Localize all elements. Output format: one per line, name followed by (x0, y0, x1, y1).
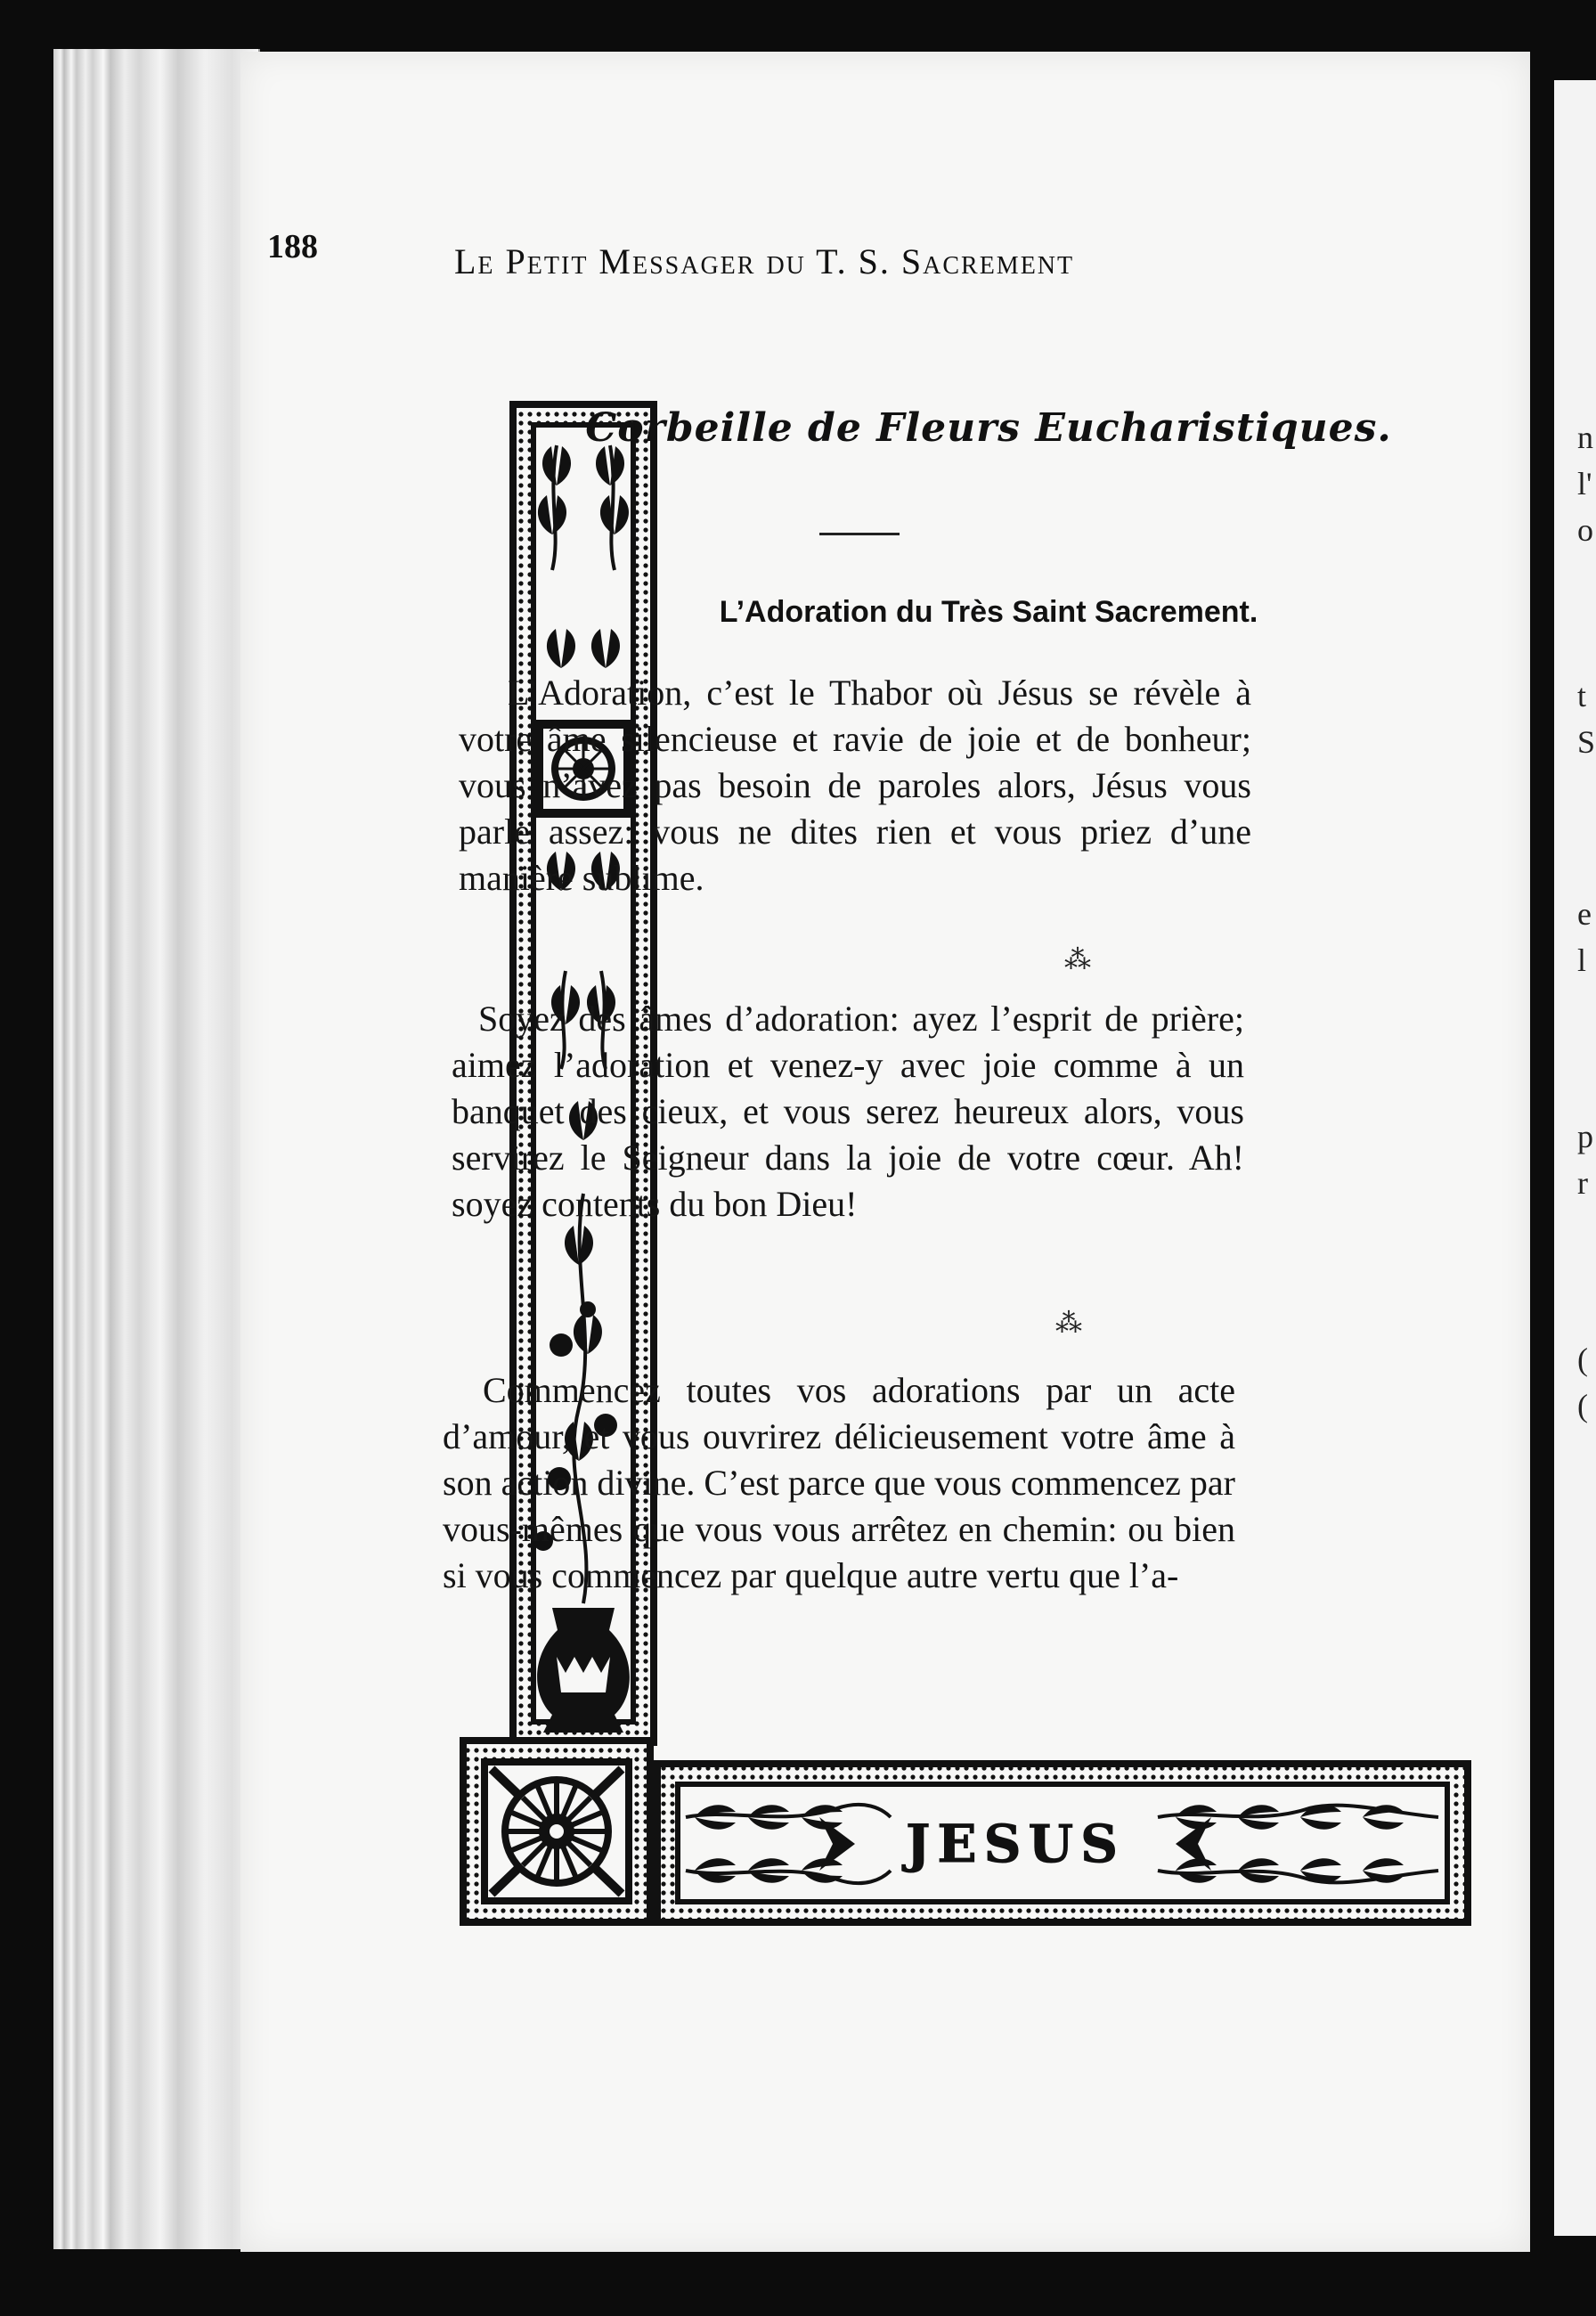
paragraph-1: L’Adoration, c’est le Thabor où Jésus se révèle à votre âme silencieuse et ravie de joie et de bonheur; vous n’avez pas besoin de paroles alors, Jésus vous parle assez: vous ne dites rien et vous priez d’une manière sublime. (459, 673, 1251, 898)
facing-text-fragment: ( (1577, 1341, 1588, 1377)
facing-text-fragment: S (1577, 724, 1596, 760)
asterism-1: ⁂ (1064, 944, 1091, 975)
ornament-jesus-text: JESUS (905, 1814, 1126, 1874)
facing-text-fragment: r (1577, 1165, 1588, 1201)
paragraph-2: Soyez des âmes d’adoration: ayez l’esprit de prière; aimez l’adoration et venez-y avec joie comme à un banquet des cieux, et vous serez heureux alors, vous servirez le Seigneur dans la joie de votre cœur. Ah! soyez contents du bon Dieu! (452, 999, 1244, 1224)
facing-text-fragment: t (1577, 678, 1587, 714)
section-heading: L’Adoration du Très Saint Sacrement. (719, 595, 1258, 629)
title-rule (819, 533, 900, 535)
page-number: 188 (267, 228, 318, 265)
facing-text-fragment: l (1577, 942, 1587, 978)
journal-title: Le Petit Messager du T. S. Sacrement (454, 241, 1075, 281)
facing-text-fragment: e (1577, 896, 1592, 932)
paragraph-3: Commencez toutes vos adorations par un acte d’amour, et vous ouvrirez délicieusement votre âme à son action divine. C’est parce que vous commencez par vous-mêmes que vous vous arrêtez en chemin: ou bien si vous commencez par quelque autre vertu que l’a- (443, 1370, 1235, 1595)
article-title: Corbeille de Fleurs Eucharistiques. (585, 405, 1392, 451)
facing-text-fragment: p (1577, 1119, 1593, 1154)
facing-text-fragment: o (1577, 512, 1593, 548)
facing-text-fragment: ( (1577, 1388, 1588, 1423)
facing-text-fragment: l' (1577, 466, 1592, 502)
facing-text-fragment: n (1577, 420, 1593, 455)
asterism-2: ⁂ (1055, 1308, 1082, 1339)
